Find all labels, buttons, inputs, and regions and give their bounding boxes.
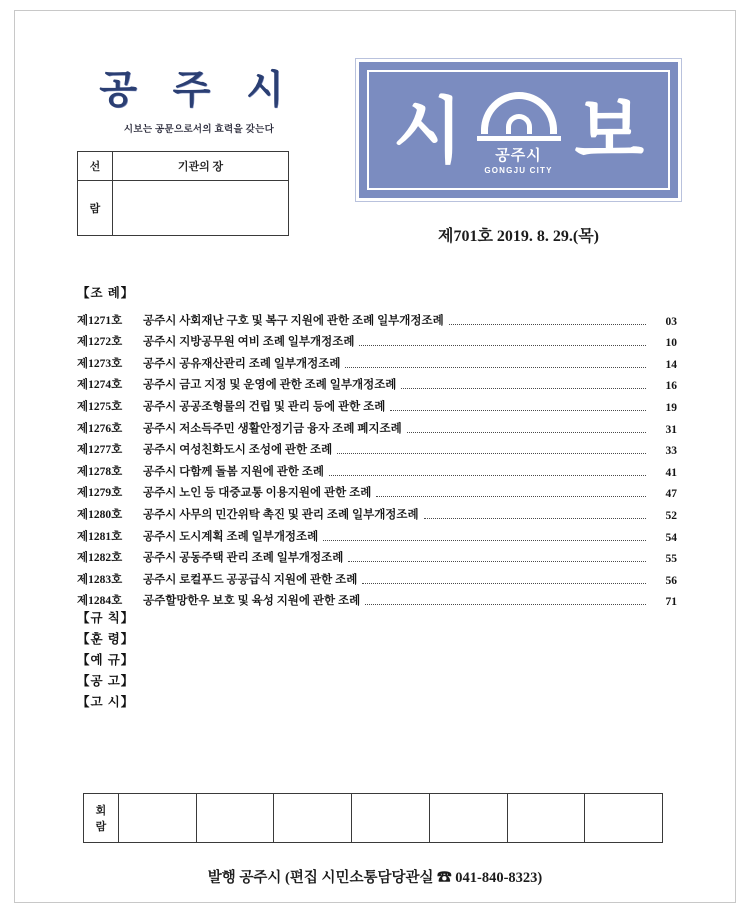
toc-leader-dots — [359, 337, 646, 346]
toc-row[interactable] — [15, 392, 735, 414]
masthead — [15, 11, 735, 261]
table-of-contents — [15, 283, 735, 713]
toc-page-number: 54 — [665, 531, 677, 544]
approval-label-ram: 람 — [78, 181, 113, 236]
toc-ordinance-title: 공주시 금고 지정 및 운영에 관한 조례 일부개정조례 — [143, 379, 397, 392]
toc-ordinance-number: 제1283호 — [77, 573, 123, 586]
toc-leader-dots — [407, 424, 646, 433]
circulation-cell — [585, 794, 663, 843]
toc-ordinance-title: 공주시 공유재산관리 조례 일부개정조례 — [143, 357, 341, 370]
section-heading: 【예 규】 — [77, 653, 135, 668]
toc-leader-dots — [323, 532, 646, 541]
toc-leader-dots — [390, 402, 646, 411]
toc-leader-dots — [345, 359, 646, 368]
section-heading-ordinance: 【조 례】 — [77, 286, 135, 300]
gazette-sheet — [14, 10, 736, 903]
toc-ordinance-title: 공주시 여성친화도시 조성에 관한 조례 — [143, 444, 333, 457]
toc-row[interactable] — [15, 306, 735, 328]
toc-ordinance-number: 제1279호 — [77, 487, 123, 500]
section-heading: 【고 시】 — [77, 695, 135, 710]
approval-head-column: 기관의 장 — [113, 152, 289, 181]
toc-row[interactable] — [15, 371, 735, 393]
toc-ordinance-title: 공주시 사무의 민간위탁 촉진 및 관리 조례 일부개정조례 — [143, 508, 419, 521]
emblem-base-line — [477, 136, 561, 141]
toc-ordinance-number: 제1284호 — [77, 595, 123, 608]
toc-ordinance-title: 공주시 공동주택 관리 조례 일부개정조례 — [143, 552, 344, 565]
page-title: 공 주 시 — [99, 69, 297, 112]
toc-row[interactable] — [15, 349, 735, 371]
toc-leader-dots — [337, 445, 646, 454]
toc-ordinance-number: 제1275호 — [77, 400, 123, 413]
toc-leader-dots — [376, 488, 646, 497]
footer-publisher: 발행 공주시 (편집 시민소통담당관실 ☎ 041-840-8323) — [207, 870, 543, 886]
toc-row[interactable] — [15, 414, 735, 436]
toc-ordinance-number: 제1277호 — [77, 444, 123, 457]
circulation-label — [84, 794, 119, 843]
toc-page-number: 56 — [665, 574, 677, 587]
issue-number-date: 제701호 2019. 8. 29.(목) — [437, 228, 600, 245]
toc-leader-dots — [401, 380, 646, 389]
approval-table — [77, 151, 289, 236]
other-section-headings — [15, 608, 735, 713]
circulation-cell — [429, 794, 507, 843]
logo-char-si: 시 — [393, 92, 463, 172]
toc-leader-dots — [329, 467, 646, 476]
toc-ordinance-number: 제1274호 — [77, 379, 123, 392]
circulation-cell — [352, 794, 430, 843]
toc-ordinance-title: 공주시 다함께 돌봄 지원에 관한 조례 — [143, 465, 325, 478]
masthead-subtitle: 시보는 공문으로서의 효력을 갖는다 — [123, 125, 275, 135]
toc-row[interactable] — [15, 587, 735, 609]
table-row — [78, 181, 289, 236]
circulation-table — [83, 793, 663, 843]
toc-row[interactable] — [15, 565, 735, 587]
gazette-logo — [356, 59, 681, 201]
toc-leader-dots — [424, 510, 646, 519]
toc-ordinance-number: 제1276호 — [77, 422, 123, 435]
toc-page-number: 19 — [665, 401, 677, 414]
circulation-label-ram: 람 — [95, 821, 107, 833]
toc-ordinance-number: 제1272호 — [77, 336, 123, 349]
toc-page-number: 03 — [665, 315, 677, 328]
logo-char-bo: 보 — [574, 92, 644, 172]
toc-page-number: 14 — [665, 358, 677, 371]
toc-page-number: 71 — [665, 596, 677, 609]
toc-ordinance-number: 제1280호 — [77, 508, 123, 521]
arch-icon — [481, 92, 557, 134]
toc-page-number: 16 — [665, 380, 677, 393]
toc-page-number: 41 — [665, 466, 677, 479]
toc-page-number: 33 — [665, 445, 677, 458]
toc-row[interactable] — [15, 436, 735, 458]
circulation-cell — [507, 794, 585, 843]
emblem-label-kr: 공주시 — [495, 148, 542, 164]
section-heading: 【규 칙】 — [77, 611, 135, 626]
toc-ordinance-title: 공주할망한우 보호 및 육성 지원에 관한 조례 — [143, 595, 361, 608]
toc-ordinance-title: 공주시 사회재난 구호 및 복구 지원에 관한 조례 일부개정조례 — [143, 314, 444, 327]
toc-ordinance-title: 공주시 공공조형물의 건립 및 관리 등에 관한 조례 — [143, 400, 386, 413]
circulation-label-hoe: 회 — [95, 805, 107, 817]
toc-page-number: 47 — [665, 488, 677, 501]
toc-row[interactable] — [15, 328, 735, 350]
approval-label-sun: 선 — [78, 152, 113, 181]
toc-leader-dots — [449, 316, 646, 325]
toc-page-number: 55 — [665, 553, 677, 566]
toc-leader-dots — [362, 575, 646, 584]
gongju-city-emblem-icon — [471, 92, 567, 175]
toc-page-number: 10 — [665, 337, 677, 350]
toc-ordinance-title: 공주시 지방공무원 여비 조례 일부개정조례 — [143, 336, 355, 349]
toc-row[interactable] — [15, 522, 735, 544]
toc-leader-dots — [365, 596, 646, 605]
circulation-cell — [274, 794, 352, 843]
toc-ordinance-title: 공주시 저소득주민 생활안정기금 융자 조례 폐지조례 — [143, 422, 402, 435]
toc-row[interactable] — [15, 544, 735, 566]
toc-ordinance-title: 공주시 노인 등 대중교통 이용지원에 관한 조례 — [143, 487, 372, 500]
approval-blank-cell — [113, 181, 289, 236]
toc-row[interactable] — [15, 500, 735, 522]
toc-ordinance-title: 공주시 도시계획 조례 일부개정조례 — [143, 530, 319, 543]
toc-page-number: 52 — [665, 509, 677, 522]
section-heading: 【훈 령】 — [77, 632, 135, 647]
toc-list — [15, 306, 735, 608]
toc-ordinance-number: 제1271호 — [77, 314, 123, 327]
toc-page-number: 31 — [665, 423, 677, 436]
table-row — [84, 794, 663, 843]
table-row — [78, 152, 289, 181]
toc-ordinance-number: 제1281호 — [77, 530, 123, 543]
emblem-label-en: GONGJU CITY — [484, 166, 553, 175]
toc-ordinance-title: 공주시 로컬푸드 공공급식 지원에 관한 조례 — [143, 573, 358, 586]
toc-row[interactable] — [15, 457, 735, 479]
toc-leader-dots — [348, 553, 646, 562]
circulation-cell — [119, 794, 197, 843]
toc-ordinance-number: 제1282호 — [77, 552, 123, 565]
circulation-cell — [196, 794, 274, 843]
toc-row[interactable] — [15, 479, 735, 501]
section-heading: 【공 고】 — [77, 674, 135, 689]
toc-ordinance-number: 제1273호 — [77, 357, 123, 370]
toc-ordinance-number: 제1278호 — [77, 465, 123, 478]
